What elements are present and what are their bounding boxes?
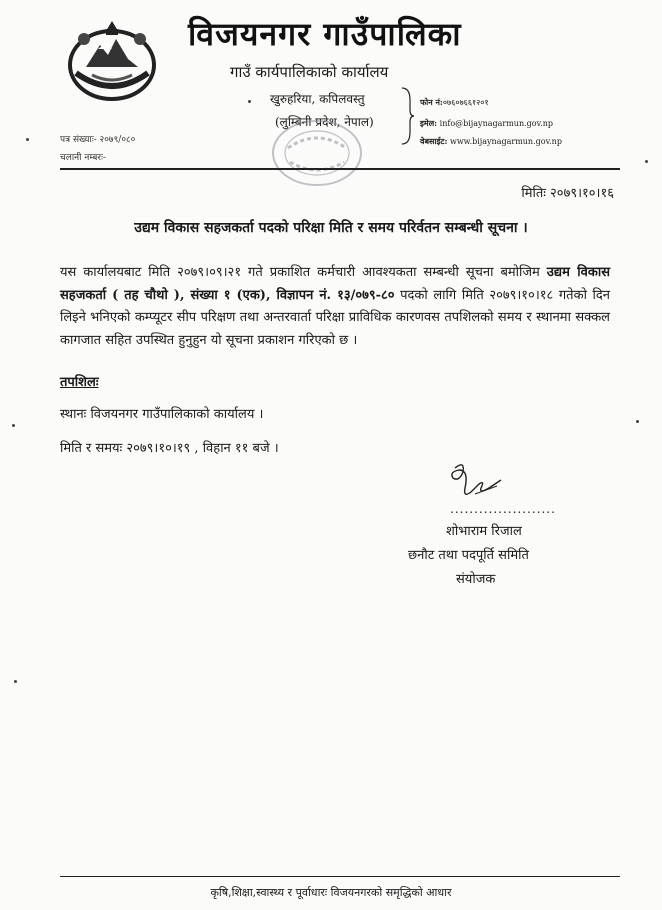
office-subtitle: गाउँ कार्यपालिकाको कार्यालय (230, 63, 389, 81)
footer-slogan: कृषि,शिक्षा,स्वास्थ्य र पूर्वाधारः विजयनगरको समृद्धिको आधार (210, 886, 452, 899)
signatory-role: संयोजक (456, 572, 496, 587)
address-line-1: खुरुहरिया, कपिलवस्तु (270, 92, 365, 106)
scan-speck (248, 100, 251, 103)
body-text-2: पदको लागि मिति २०७९।१०।१८ गतेको दिन लिइने भनिएको कम्प्यूटर सीप परिक्षण तथा अन्तरवार्ता परिक्षा प्राविधिक कारणवस तपशिलको समय र स्थानमा सक्कल कागजात सहित उपस्थित हुनुहुन यो सूचना प्रकाशन गरिएको छ । (60, 287, 611, 348)
contact-website (420, 136, 562, 147)
signature-scribble-icon (445, 458, 505, 506)
notice-heading: उद्यम विकास सहजकर्ता पदको परिक्षा मिति र समय परिर्वतन सम्बन्धी सूचना । (134, 220, 528, 236)
scan-speck (636, 420, 639, 423)
email-value: info@bijaynagarmun.gov.np (439, 119, 553, 128)
website-value: www.bijaynagarmun.gov.np (449, 137, 562, 146)
email-label: इमेल: (420, 118, 438, 128)
body-bold-post: उद्यम विकास सहजकर्ता ( तह चौथो ), संख्या १ (एक), विज्ञापन नं. १३/०७९-८० (60, 265, 610, 303)
notice-date: मितिः २०७९।१०।१६ (521, 186, 614, 201)
website-label: वेबसाईट: (420, 136, 448, 146)
brace-divider (400, 86, 414, 146)
phone-value: ०७६०७६६१२०१ (442, 98, 489, 107)
footer-divider (60, 876, 620, 877)
phone-label: फोन नं: (420, 97, 443, 107)
body-text-1: यस कार्यालयबाट मिति २०७९।०९।२१ गते प्रकाशित कर्मचारी आवश्यकता सम्बन्धी सूचना बमोजिम (60, 265, 547, 280)
tapsil-heading: तपशिलः (60, 375, 99, 390)
contact-email (420, 118, 553, 129)
office-title: विजयनगर गाउँपालिका (188, 15, 462, 53)
notice-body (60, 262, 610, 352)
scan-speck (14, 680, 17, 683)
scan-speck (26, 138, 29, 141)
chalani-number: चलानी नम्बरः- (60, 153, 106, 163)
signature-line: ...................... (450, 502, 556, 516)
office-stamp-icon (270, 118, 365, 188)
patra-sankhya: पत्र संख्याः- २०७९/०८० (60, 135, 136, 145)
address-line-2: (लुम्बिनी प्रदेश, नेपाल) (275, 115, 374, 129)
letterhead-divider (60, 168, 620, 170)
contact-phone (420, 97, 489, 108)
scan-speck (12, 424, 15, 427)
signatory-committee: छनौट तथा पदपूर्ति समिति (408, 548, 529, 563)
tapsil-location: स्थानः विजयनगर गाउँपालिकाको कार्यालय । (60, 407, 264, 422)
tapsil-date-time: मिति र समयः २०७९।१०।१९ , विहान ११ बजे । (60, 441, 279, 456)
scan-speck (645, 160, 648, 163)
nepal-emblem-icon (66, 15, 158, 103)
signatory-name: शोभाराम रिजाल (446, 524, 522, 539)
